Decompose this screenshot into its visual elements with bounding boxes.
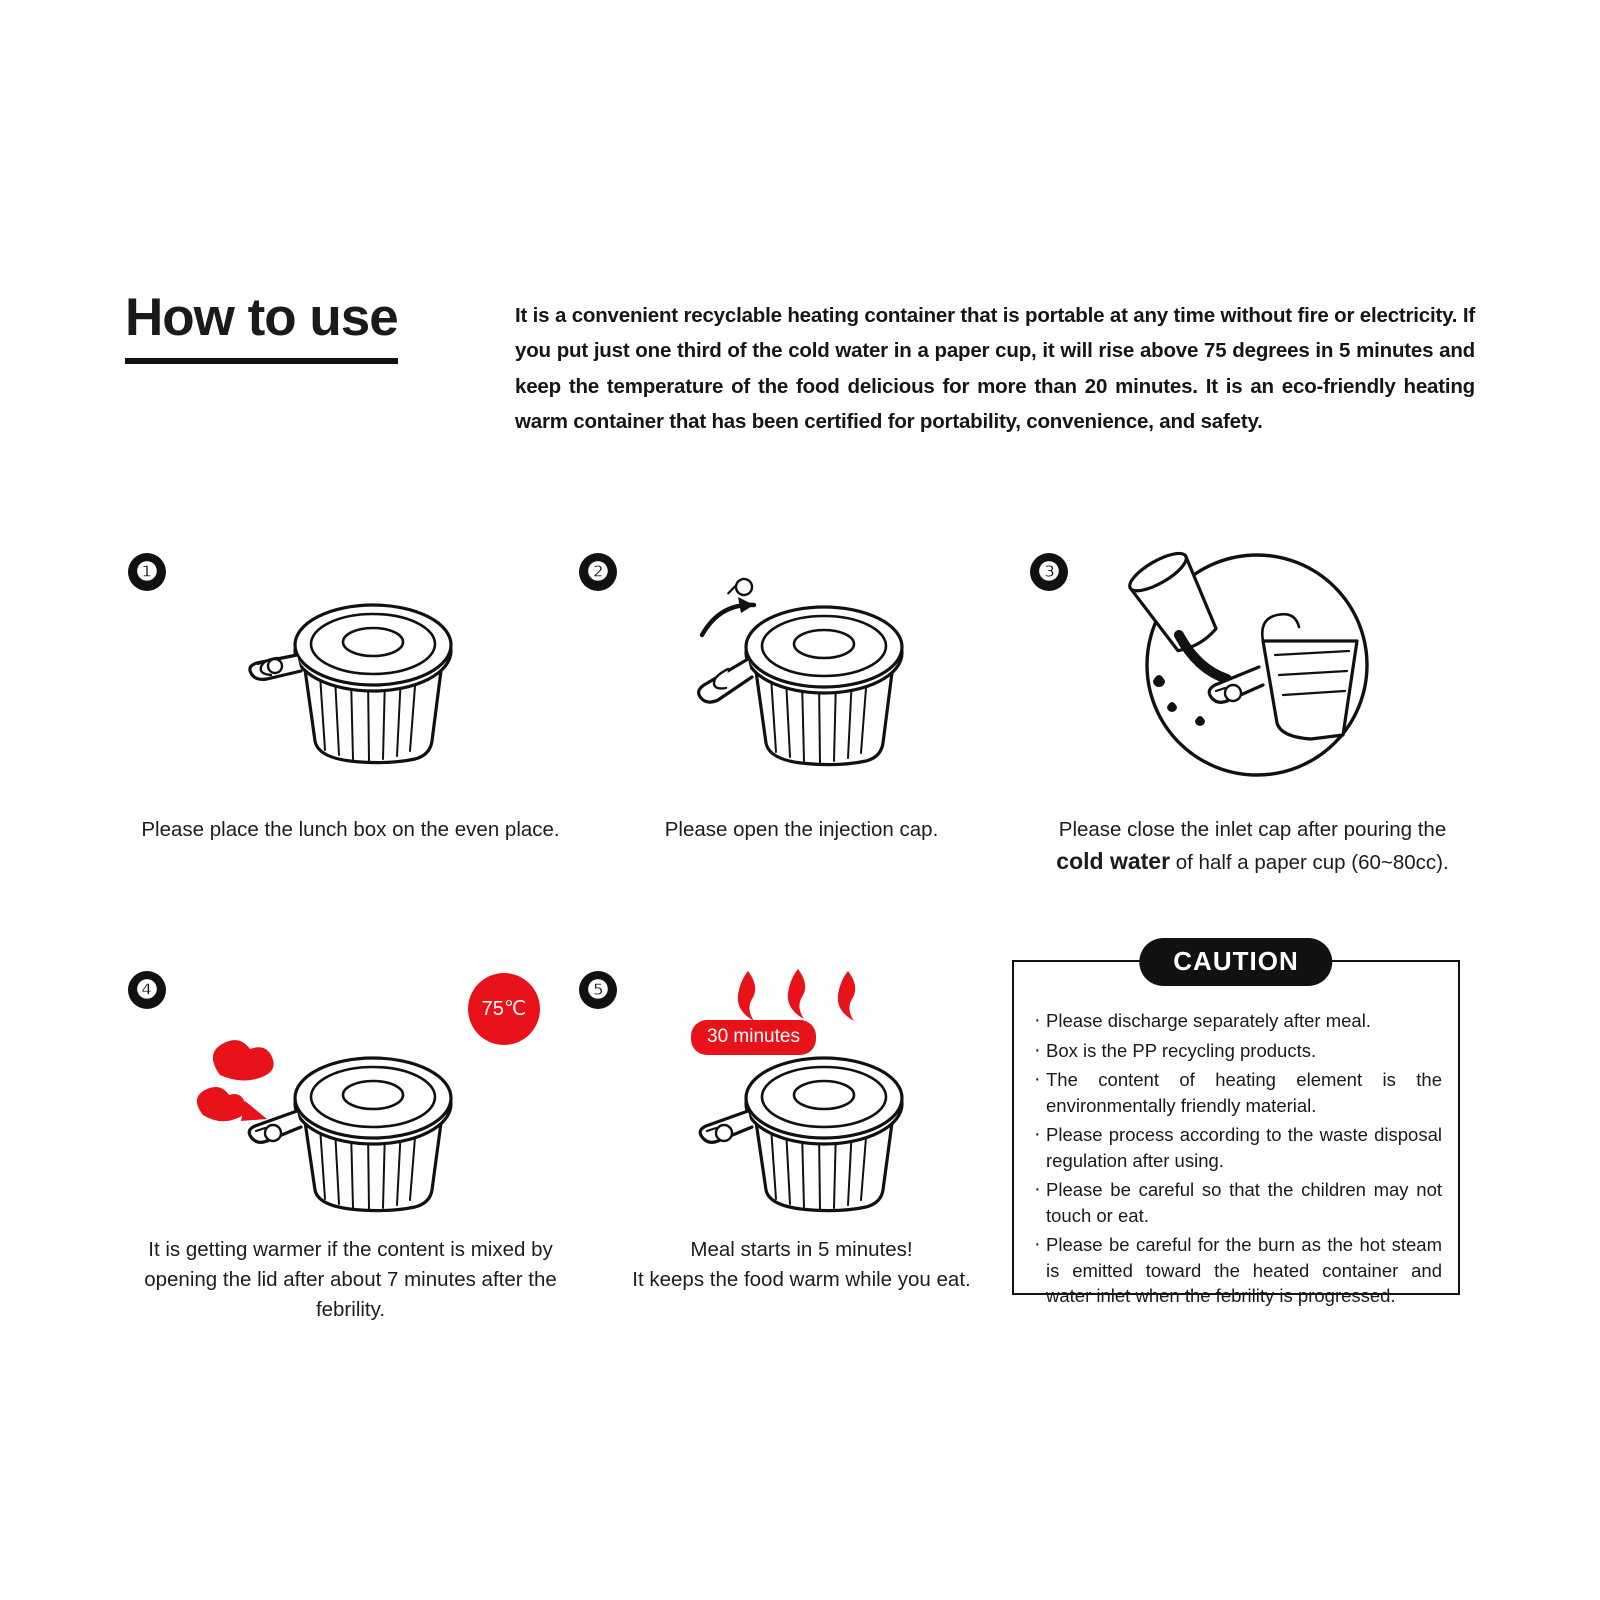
step-2-illustration: [576, 545, 1027, 795]
step-3-caption-rest: of half a paper cup (60~80cc).: [1170, 850, 1449, 874]
intro-paragraph: It is a convenient recyclable heating container that is portable at any time without fire or electricity. If you put just one third of the cold water in a paper cup, it will rise above 75 degrees in 5 minutes and keep the temperature of the food delicious for more than 20 minutes. It is an eco-friendly heating warm container that has been certified for portability, convenience, and safety.: [515, 304, 1475, 433]
step-1-caption: Please place the lunch box on the even place.: [141, 818, 560, 841]
step-5-caption-line2: It keeps the food warm while you eat.: [632, 1267, 971, 1291]
step-3-caption: [1027, 815, 1478, 878]
title-wrap: [125, 290, 515, 364]
step-1: [125, 545, 576, 878]
time-badge: 30 minutes: [691, 1020, 816, 1055]
caution-item: · The content of heating element is the environmentally friendly material.: [1032, 1067, 1442, 1118]
caution-title: CAUTION: [1139, 938, 1332, 986]
caution-item: · Please be careful for the burn as the hot steam is emitted toward the heated container and water inlet when the febrility is progressed.: [1032, 1232, 1442, 1309]
caution-item: · Please discharge separately after meal.: [1032, 1008, 1442, 1034]
caution-item: · Box is the PP recycling products.: [1032, 1038, 1442, 1064]
step-2-caption: Please open the injection cap.: [664, 818, 939, 841]
step-3: [1027, 545, 1478, 878]
step-4-illustration: [125, 963, 576, 1213]
step-5-illustration: [576, 963, 1027, 1213]
caution-item: · Please be careful so that the children may not touch or eat.: [1032, 1177, 1442, 1228]
step-4: [125, 963, 576, 1324]
step-4-number: ❹: [128, 971, 166, 1009]
caution-box: [1012, 946, 1460, 1307]
caution-item: · Please process according to the waste disposal regulation after using.: [1032, 1122, 1442, 1173]
step-3-caption-line1: Please close the inlet cap after pouring the: [1058, 818, 1447, 841]
step-5-number: ❺: [579, 971, 617, 1009]
step-5-caption-line1: Meal starts in 5 minutes!: [690, 1238, 913, 1262]
steam-flames: [738, 969, 855, 1021]
page-title: How to use: [125, 290, 398, 364]
step-5: [576, 963, 1027, 1324]
step-3-number: ❸: [1030, 553, 1068, 591]
step-3-illustration: [1027, 545, 1478, 795]
step-5-caption: [576, 1235, 1027, 1294]
step-4-caption: It is getting warmer if the content is mixed by opening the lid after about 7 minutes after the febrility.: [144, 1238, 557, 1321]
step-1-number: ❶: [128, 553, 166, 591]
steps-row-1: [125, 545, 1480, 878]
step-2-number: ❷: [579, 553, 617, 591]
step-2: [576, 545, 1027, 878]
caution-list: [1014, 962, 1458, 1309]
step-1-illustration: [125, 545, 576, 795]
header: [125, 290, 1475, 439]
temperature-badge: 75℃: [468, 973, 540, 1045]
step-3-caption-bold: cold water: [1056, 847, 1171, 874]
